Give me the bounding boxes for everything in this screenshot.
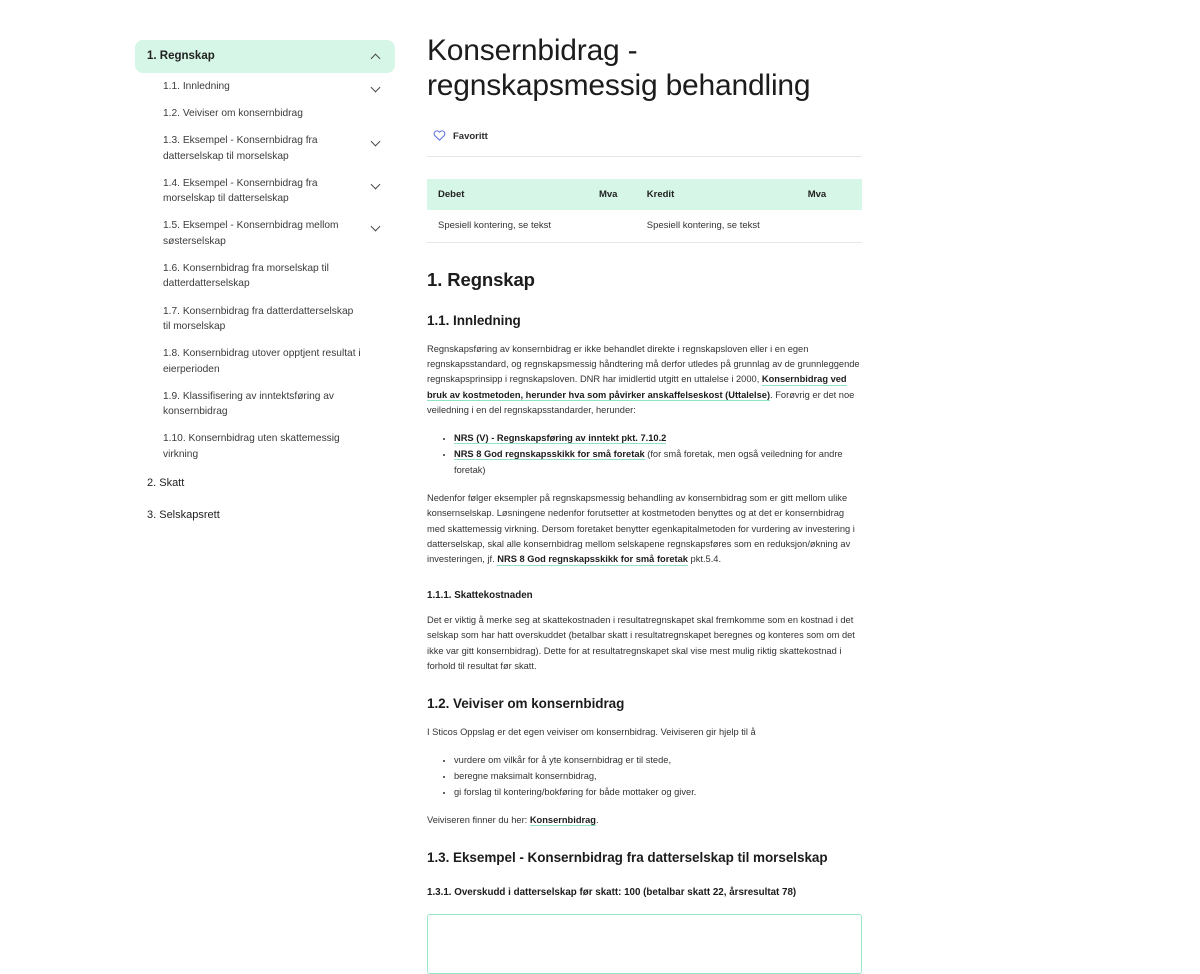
toc-item-1-regnskap[interactable] xyxy=(135,40,395,73)
paragraph-text-part: Regnskapsføring av konsernbidrag er ikke behandlet direkte i regnskapsloven eller i en egen regnskapsstandard, og regnskapsmessig håndtering må derfor utledes på grunnlag av de grunnleggende regnskapsprinsipp i regnskapsloven. DNR har imidlertid utgitt en uttalelse i 2000, xyxy=(427,343,860,385)
heading-1-regnskap: 1. Regnskap xyxy=(427,268,535,290)
toc-item-1-2-veiviser[interactable] xyxy=(135,100,395,127)
toc-item-label: 1.3. Eksempel - Konsernbidrag fra datterselskap til morselskap xyxy=(163,135,318,162)
paragraph-text-part: . xyxy=(595,814,599,825)
chevron-placeholder-icon xyxy=(371,479,381,489)
link-uttalelse-kostmetoden[interactable]: Konsernbidrag ved bruk av kostmetoden, herunder hva som påvirker anskaffelseskost (Uttalelse) xyxy=(427,374,847,400)
chevron-placeholder-icon xyxy=(371,109,381,119)
paragraph-text-part: . Forøvrig er det noe veiledning i en del regnskapsstandarder, herunder: xyxy=(427,389,855,416)
list-item xyxy=(454,447,862,479)
toc-item-1-9-klassifisering[interactable] xyxy=(135,383,395,426)
chevron-up-icon[interactable] xyxy=(371,51,381,61)
paragraph-text-part: Veiviseren finner du her: xyxy=(427,814,530,825)
list-item: • gi forslag til kontering/bokføring for både mottaker og giver. xyxy=(454,785,862,801)
toc-item-3-selskapsrett[interactable] xyxy=(135,500,395,532)
kontering-table xyxy=(427,179,862,243)
table-header-mva-kredit: Mva xyxy=(797,179,862,210)
table-header-debet: Debet xyxy=(427,179,588,210)
table-body xyxy=(427,210,862,243)
list-item: • vurdere om vilkår for å yte konsernbidrag er til stede, xyxy=(454,753,862,769)
table-cell-mva-debet xyxy=(588,210,636,243)
table-header-mva-debet: Mva xyxy=(588,179,636,210)
example-figure-box xyxy=(427,914,862,974)
toc-item-label: 1.10. Konsernbidrag uten skattemessig virkning xyxy=(163,433,340,460)
heading-1-3-eksempel: 1.3. Eksempel - Konsernbidrag fra datterselskap til morselskap xyxy=(427,850,828,866)
table-cell-debet: Spesiell kontering, se tekst xyxy=(427,210,588,243)
link-nrs-v-inntekt[interactable]: NRS (V) - Regnskapsføring av inntekt pkt. 7.10.2 xyxy=(454,432,667,443)
paragraph-text-part: Nedenfor følger eksempler på regnskapsmessig behandling av konsernbidrag som er gitt mellom ulike konsernselskap. Løsningene nedenfor forutsetter at kostmetoden benyttes og at det er konsernbidrag med skattemessig virkning. Dersom foretaket benytter egenkapitalmetoden for vurdering av investering i datterselskap, skal alle konsernbidrag mellom selskapene regnskapsføres som en reduksjon/økning av investeringen, jf. xyxy=(427,492,855,565)
document-content xyxy=(427,34,862,974)
toc-item-1-10-uten-skattemessig[interactable] xyxy=(135,425,395,468)
toc-item-1-5-eksempel-soster[interactable] xyxy=(135,212,395,255)
chevron-down-icon[interactable] xyxy=(371,136,381,146)
table-header-row xyxy=(427,179,862,210)
list-item-rest: (for små foretak, men også veiledning for andre foretak) xyxy=(454,448,843,475)
paragraph-skattekostnaden: Det er viktig å merke seg at skattekostnaden i resultatregnskapet skal fremkomme som en kostnad i det selskap som har hatt overskuddet (betalbar skatt i resultatregnskapet beregnes og konteres som om det ikke var gitt konsernbidrag). Dette for at resultatregnskapet skal vise mest mulig riktig skattekostnad i forhold til resultat før skatt. xyxy=(427,614,855,672)
list-veiviser-hjelp xyxy=(427,753,862,801)
chevron-placeholder-icon xyxy=(371,511,381,521)
toc-item-1-3-eksempel-datter-mor[interactable] xyxy=(135,127,395,170)
favorite-button[interactable] xyxy=(427,124,862,157)
heading-1-1-innledning: 1.1. Innledning xyxy=(427,312,521,328)
chevron-down-icon[interactable] xyxy=(371,82,381,92)
paragraph-veiviser-lenke xyxy=(427,813,862,828)
toc-item-label: 1.2. Veiviser om konsernbidrag xyxy=(163,107,303,119)
table-header xyxy=(427,179,862,210)
toc-item-label: 1.7. Konsernbidrag fra datterdatterselskap til morselskap xyxy=(163,305,354,332)
toc-item-label: 3. Selskapsrett xyxy=(147,508,220,521)
heading-1-3-1-overskudd: 1.3.1. Overskudd i datterselskap før skatt: 100 (betalbar skatt 22, årsresultat 78) xyxy=(427,887,797,899)
chevron-down-icon[interactable] xyxy=(371,179,381,189)
paragraph-innledning xyxy=(427,342,862,419)
list-item xyxy=(454,431,862,447)
toc-item-label: 1.9. Klassifisering av inntektsføring av konsernbidrag xyxy=(163,390,334,418)
table-cell-mva-kredit xyxy=(797,210,862,243)
toc-item-label: 1.5. Eksempel - Konsernbidrag mellom søsterselskap xyxy=(163,220,339,247)
heart-icon xyxy=(433,128,446,146)
link-nrs-8-smaa-foretak-2[interactable]: NRS 8 God regnskapsskikk for små foretak xyxy=(497,554,688,565)
toc-item-label: 1.4. Eksempel - Konsernbidrag fra morselskap til datterselskap xyxy=(163,177,318,205)
chevron-down-icon[interactable] xyxy=(371,221,381,231)
toc-item-1-1-innledning[interactable] xyxy=(135,73,395,100)
table-cell-kredit: Spesiell kontering, se tekst xyxy=(636,210,797,243)
list-regnskapsstandarder xyxy=(427,431,862,479)
toc-item-2-skatt[interactable] xyxy=(135,468,395,500)
table-header-kredit: Kredit xyxy=(636,179,797,210)
table-of-contents-sidebar xyxy=(135,40,395,532)
heading-1-2-veiviser: 1.2. Veiviser om konsernbidrag xyxy=(427,696,625,712)
chevron-placeholder-icon xyxy=(371,264,381,274)
heading-1-1-1-skattekostnaden: 1.1.1. Skattekostnaden xyxy=(427,589,533,601)
toc-item-label: 1.1. Innledning xyxy=(163,80,230,92)
toc-item-label: 1. Regnskap xyxy=(147,50,215,62)
chevron-placeholder-icon xyxy=(371,434,381,444)
toc-item-label: 1.8. Konsernbidrag utover opptjent resultat i eierperioden xyxy=(163,348,361,375)
link-konsernbidrag-veiviser[interactable]: Konsernbidrag xyxy=(529,814,596,825)
toc-item-1-6-mor-datterdatter[interactable] xyxy=(135,255,395,298)
list-item: • beregne maksimalt konsernbidrag, xyxy=(454,769,862,785)
favorite-label: Favoritt xyxy=(453,131,488,143)
paragraph-veiviser-intro: I Sticos Oppslag er det egen veiviser om konsernbidrag. Veiviseren gir hjelp til å xyxy=(427,727,756,738)
paragraph-eksempler xyxy=(427,491,862,568)
toc-item-label: 1.6. Konsernbidrag fra morselskap til datterdatterselskap xyxy=(163,263,329,290)
toc-item-1-7-datterdatter-mor[interactable] xyxy=(135,298,395,341)
chevron-placeholder-icon xyxy=(371,392,381,402)
table-row xyxy=(427,210,862,243)
chevron-placeholder-icon xyxy=(371,349,381,359)
toc-item-1-8-utover-opptjent[interactable] xyxy=(135,340,395,383)
toc-item-label: 2. Skatt xyxy=(147,477,185,490)
toc-item-1-4-eksempel-mor-datter[interactable] xyxy=(135,170,395,213)
page-title: Konsernbidrag - regnskapsmessig behandling xyxy=(427,34,811,102)
chevron-placeholder-icon xyxy=(371,307,381,317)
paragraph-text-part: pkt.5.4. xyxy=(687,554,722,565)
link-nrs-8-smaa-foretak[interactable]: NRS 8 God regnskapsskikk for små foretak xyxy=(454,448,645,459)
